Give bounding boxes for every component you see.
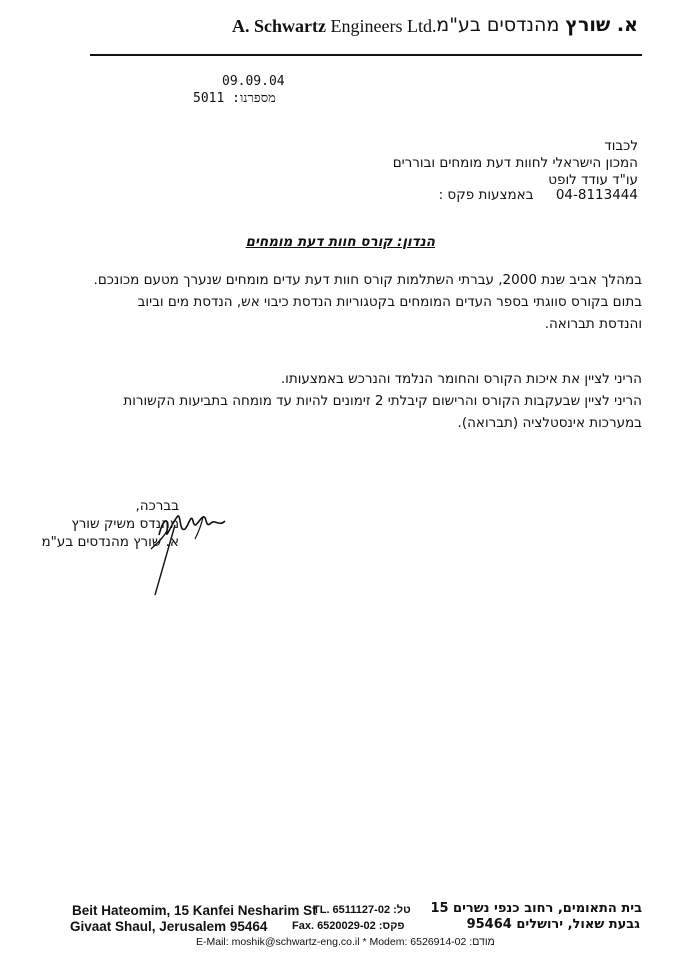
paragraph-line: במהלך אביב שנת 2000, עברתי השתלמות קורס חוות דעת עדים מומחים שנערך מטעם מכונכם. bbox=[93, 272, 642, 288]
fax-number: 04-8113444 bbox=[555, 187, 638, 203]
footer-address-he-2: גבעת שאול, ירושלים 95464 bbox=[466, 917, 640, 932]
header-divider bbox=[90, 54, 642, 56]
letterhead-company-en bbox=[232, 16, 436, 37]
body-paragraph-1 bbox=[94, 269, 642, 335]
reference-number: 5011 bbox=[193, 91, 225, 106]
reference-label: מספרנו: bbox=[232, 91, 276, 106]
closing-greeting: בברכה, bbox=[135, 498, 179, 514]
footer-email-modem: E-Mail: moshik@schwartz-eng.co.il * Modem: 6526914-02 :מודם bbox=[196, 936, 495, 948]
footer-fax: Fax. 6520029-02 :פקס bbox=[292, 920, 405, 932]
footer-address-he-1: בית התאומים, רחוב כנפי נשרים 15 bbox=[430, 901, 642, 916]
recipient-institute: המכון הישראלי לחוות דעת מומחים ובוררים bbox=[392, 155, 638, 171]
company-he-bold: א. שורץ bbox=[565, 14, 638, 36]
letter-date: 09.09.04 bbox=[222, 74, 285, 89]
letter-subject: הנדון: קורס חוות דעת מומחים bbox=[245, 234, 435, 250]
letterhead-company-he bbox=[436, 14, 638, 36]
company-he-rest: מהנדסים בע"מ bbox=[436, 14, 560, 36]
company-en-rest: Engineers Ltd. bbox=[330, 16, 437, 36]
paragraph-line: הריני לציין שבעקבות הקורס והרישום קיבלתי 2 זימונים להיות עד מומחה בתביעות הקשורות bbox=[123, 393, 642, 409]
footer-address-en-2: Givaat Shaul, Jerusalem 95464 bbox=[70, 919, 268, 934]
body-paragraph-2 bbox=[123, 368, 642, 434]
recipient-fax-line bbox=[439, 187, 638, 203]
recipient-block bbox=[393, 138, 638, 189]
fax-label: באמצעות פקס : bbox=[438, 187, 534, 203]
signer-company: א. שורץ מהנדסים בע"מ bbox=[41, 534, 179, 550]
company-en-bold: A. Schwartz bbox=[232, 16, 326, 36]
signer-name: מהנדס משיק שורץ bbox=[71, 516, 179, 532]
paragraph-line: במערכות אינסטלציה (תברואה). bbox=[457, 415, 642, 431]
handwritten-signature bbox=[145, 505, 235, 600]
paragraph-line: הריני לציין את איכות הקורס והחומר הנלמד והנרכש באמצעותו. bbox=[280, 371, 642, 387]
recipient-attention: עו"ד עודד לופט bbox=[548, 172, 638, 188]
recipient-salutation: לכבוד bbox=[604, 138, 638, 154]
paragraph-line: והנדסת תברואה. bbox=[544, 316, 642, 332]
footer-telephone: TL. 6511127-02 :טל bbox=[313, 904, 411, 916]
paragraph-line: בתום בקורס סווגתי בספר העדים המומחים בקטגוריות הנדסת כיבוי אש, הנדסת מים וביוב bbox=[137, 294, 642, 310]
footer-address-en-1: Beit Hateomim, 15 Kanfei Nesharim St bbox=[72, 903, 317, 918]
reference-line bbox=[193, 90, 276, 106]
